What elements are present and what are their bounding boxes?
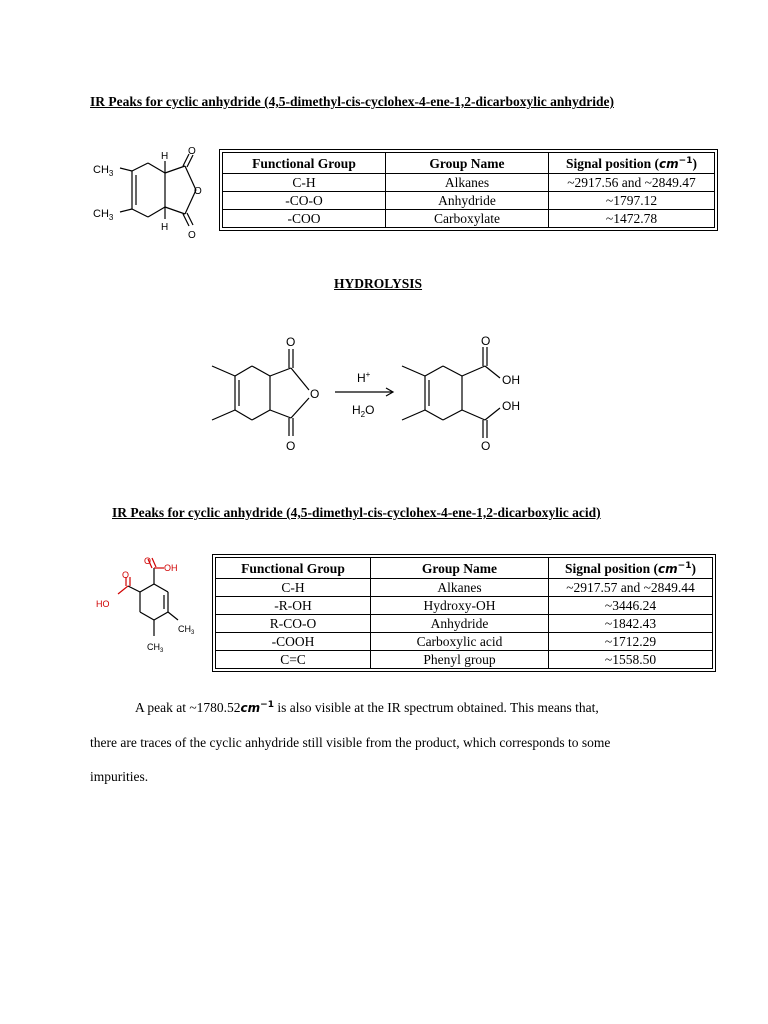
cell-functional-group: C=C [216, 651, 371, 669]
table-header-row [223, 153, 715, 174]
table-row [223, 192, 715, 210]
heading-acid-ir: IR Peaks for cyclic anhydride (4,5-dimethyl-cis-cyclohex-4-ene-1,2-dicarboxylic acid) [112, 505, 601, 520]
product-carbonyl-o-bottom: O [481, 439, 491, 453]
ch3-bottom-label: $CH_3$ [147, 642, 164, 654]
cell-group-name: Alkanes [371, 579, 549, 597]
cell-functional-group: -COOH [216, 633, 371, 651]
reagent-acid-label: H+ [357, 370, 371, 385]
acid-carbonyl-o-top: O [144, 556, 152, 566]
header-functional-group: Functional Group [223, 153, 386, 174]
ring-o-label: O [194, 186, 202, 197]
header-group-name: Group Name [386, 153, 549, 174]
reactant-ring-o: O [310, 387, 320, 401]
reactant-carbonyl-o-top: O [286, 335, 296, 349]
cell-functional-group: C-H [223, 174, 386, 192]
acid-ir-table [215, 557, 713, 669]
cell-functional-group: R-CO-O [216, 615, 371, 633]
h-bottom-label: H [161, 222, 169, 233]
product-carbonyl-o-top: O [481, 334, 491, 348]
diacid-structure-diagram [92, 556, 212, 656]
table-row [223, 174, 715, 192]
cell-signal-position: ~1842.43 [549, 615, 713, 633]
h-top-label: H [161, 151, 169, 162]
reagent-water-label: $H_2O$ [352, 403, 375, 419]
table-row [216, 579, 713, 597]
cell-signal-position: ~1558.50 [549, 651, 713, 669]
table-row [216, 615, 713, 633]
cell-group-name: Anhydride [371, 615, 549, 633]
cell-signal-position: ~1712.29 [549, 633, 713, 651]
anhydride-structure-diagram [90, 146, 215, 241]
header-group-name: Group Name [371, 558, 549, 579]
ch3-bottom-label: $CH_3$ [93, 208, 114, 222]
acid-carbonyl-o-left: O [122, 570, 130, 580]
cell-functional-group: -CO-O [223, 192, 386, 210]
table-row [216, 633, 713, 651]
cell-signal-position: ~1472.78 [549, 210, 715, 228]
cell-group-name: Carboxylate [386, 210, 549, 228]
header-signal-position: Signal position $(cm^{-1})$ [549, 558, 713, 579]
table-header-row [216, 558, 713, 579]
reactant-carbonyl-o-bottom: O [286, 439, 296, 453]
cell-functional-group: -R-OH [216, 597, 371, 615]
cell-signal-position: ~3446.24 [549, 597, 713, 615]
acid-oh-label: OH [164, 563, 178, 573]
heading-hydrolysis: HYDROLYSIS [334, 276, 423, 291]
paragraph-line-3: impurities. [90, 769, 149, 784]
table-row [216, 597, 713, 615]
cell-group-name: Alkanes [386, 174, 549, 192]
cell-signal-position: ~2917.56 and ~2849.47 [549, 174, 715, 192]
cell-functional-group: C-H [216, 579, 371, 597]
carbonyl-o-top: O [188, 146, 196, 157]
product-oh-bottom: OH [502, 399, 520, 413]
header-signal-position: Signal position $(cm^{-1})$ [549, 153, 715, 174]
product-oh-top: OH [502, 373, 520, 387]
hydrolysis-reaction-diagram [200, 332, 540, 457]
ch3-top-label: $CH_3$ [93, 164, 114, 178]
carbonyl-o-bottom: O [188, 230, 196, 241]
ch3-right-label: $CH_3$ [178, 624, 195, 636]
paragraph-line-1: A peak at $\sim 1780.52cm^{-1}$ is also visible at the IR spectrum obtained. This means that, [135, 700, 599, 715]
cell-group-name: Carboxylic acid [371, 633, 549, 651]
header-functional-group: Functional Group [216, 558, 371, 579]
cell-group-name: Hydroxy-OH [371, 597, 549, 615]
heading-anhydride-ir: IR Peaks for cyclic anhydride (4,5-dimethyl-cis-cyclohex-4-ene-1,2-dicarboxylic anhydride) [90, 94, 614, 109]
cell-group-name: Anhydride [386, 192, 549, 210]
table-row [216, 651, 713, 669]
cell-functional-group: -COO [223, 210, 386, 228]
table-row [223, 210, 715, 228]
anhydride-ir-table [222, 152, 715, 228]
acid-ho-label: HO [96, 599, 110, 609]
cell-signal-position: ~2917.57 and ~2849.44 [549, 579, 713, 597]
cell-group-name: Phenyl group [371, 651, 549, 669]
paragraph-line-2: there are traces of the cyclic anhydride still visible from the product, which corresponds to some [90, 735, 611, 750]
cell-signal-position: ~1797.12 [549, 192, 715, 210]
